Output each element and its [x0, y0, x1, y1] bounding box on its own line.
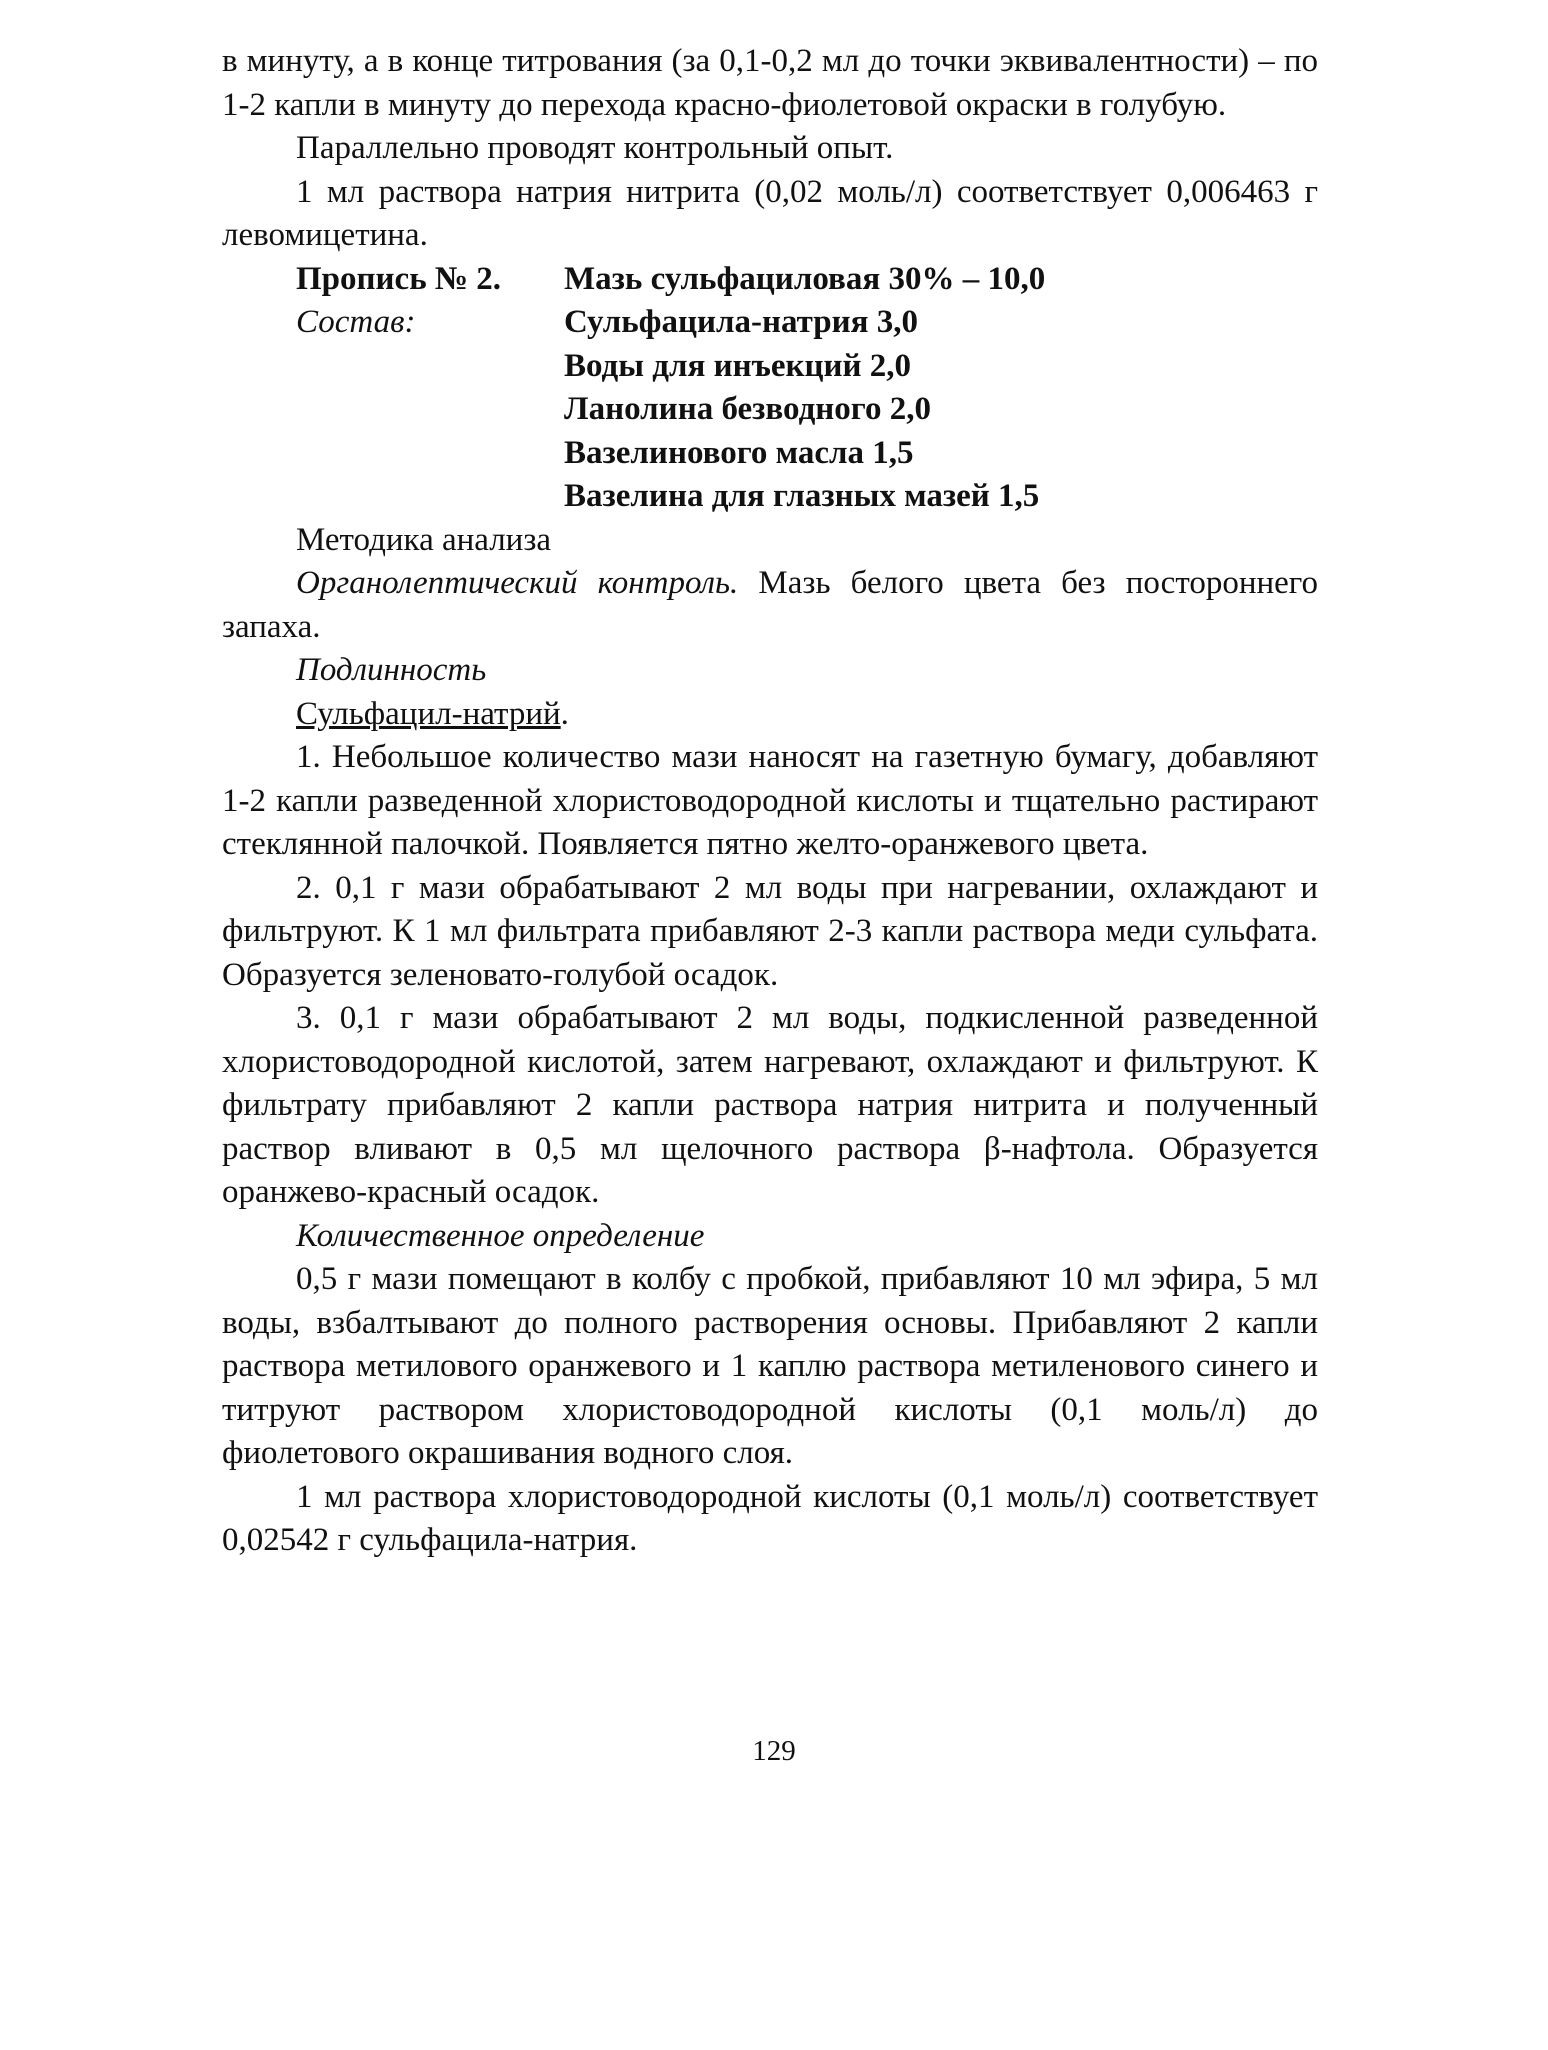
page-number: 129 [752, 1735, 796, 1767]
quantitative-heading: Количественное определение [296, 1217, 705, 1254]
composition-label: Состав: [296, 304, 416, 340]
ingredient: Вазелина для глазных мазей 1,5 [564, 478, 1040, 514]
organoleptic-paragraph [222, 562, 1318, 649]
ingredient: Ланолина безводного 2,0 [564, 391, 931, 427]
method-heading: Методика анализа [296, 521, 552, 558]
quantitative-paragraph: 0,5 г мази помещают в колбу с пробкой, прибавляют 10 мл эфира, 5 мл воды, взбалтывают до полного растворения основы. Прибавляют 2 капли раствора метилового оранжевого и 1 каплю раствора метиленового синего и титруют раствором хлористоводородной кислоты (0,1 моль/л) до фиолетового окрашивания водного слоя. [222, 1261, 1318, 1471]
ingredient: Воды для инъекций 2,0 [564, 347, 912, 384]
acid-equivalent-paragraph: 1 мл раствора хлористоводородной кислоты (0,1 моль/л) соответствует 0,02542 г сульфацила-натрия. [222, 1478, 1318, 1558]
identity-test-3: 3. 0,1 г мази обрабатывают 2 мл воды, подкисленной разведенной хлористоводородной кислотой, затем нагревают, охлаждают и фильтруют. К фильтрату прибавляют 2 капли раствора натрия нитрита и полученный раствор вливают в 0,5 мл щелочного раствора β-нафтола. Образуется оранжево-красный осадок. [222, 1000, 1318, 1210]
substance-heading [222, 693, 1318, 737]
paragraph-titration-end: в минуту, а в конце титрования (за 0,1-0,2 мл до точки эквивалентности) – по 1-2 капли в минуту до перехода красно-фиолетовой окраски в голубую. [222, 43, 1318, 123]
recipe-title: Мазь сульфациловая 30% – 10,0 [564, 260, 1046, 297]
paragraph-control-experiment: Параллельно проводят контрольный опыт. [296, 130, 894, 166]
identity-test-2: 2. 0,1 г мази обрабатывают 2 мл воды при нагревании, охлаждают и фильтруют. К 1 мл фильтрата прибавляют 2-3 капли раствора меди сульфата. Образуется зеленовато-голубой осадок. [222, 869, 1318, 993]
identity-test-1: 1. Небольшое количество мази наносят на газетную бумагу, добавляют 1-2 капли разведенной хлористоводородной кислоты и тщательно растирают стеклянной палочкой. Появляется пятно желто-оранжевого цвета. [222, 739, 1318, 862]
paragraph-nitrite-equivalent: 1 мл раствора натрия нитрита (0,02 моль/л) соответствует 0,006463 г левомицетина. [222, 173, 1318, 253]
page-text [222, 40, 1318, 1563]
ingredient: Вазелинового масла 1,5 [564, 434, 914, 471]
organoleptic-label: Органолептический контроль. [296, 565, 739, 601]
ingredient: Сульфацила-натрия 3,0 [564, 304, 919, 340]
recipe-label: Пропись № 2. [296, 260, 502, 297]
substance-name: Сульфацил-натрий [296, 695, 561, 732]
substance-dot: . [560, 695, 569, 732]
organoleptic-text: Мазь белого цвета без постороннего запаха. [222, 565, 1318, 645]
recipe-block [296, 258, 1318, 519]
identity-heading: Подлинность [296, 652, 487, 688]
